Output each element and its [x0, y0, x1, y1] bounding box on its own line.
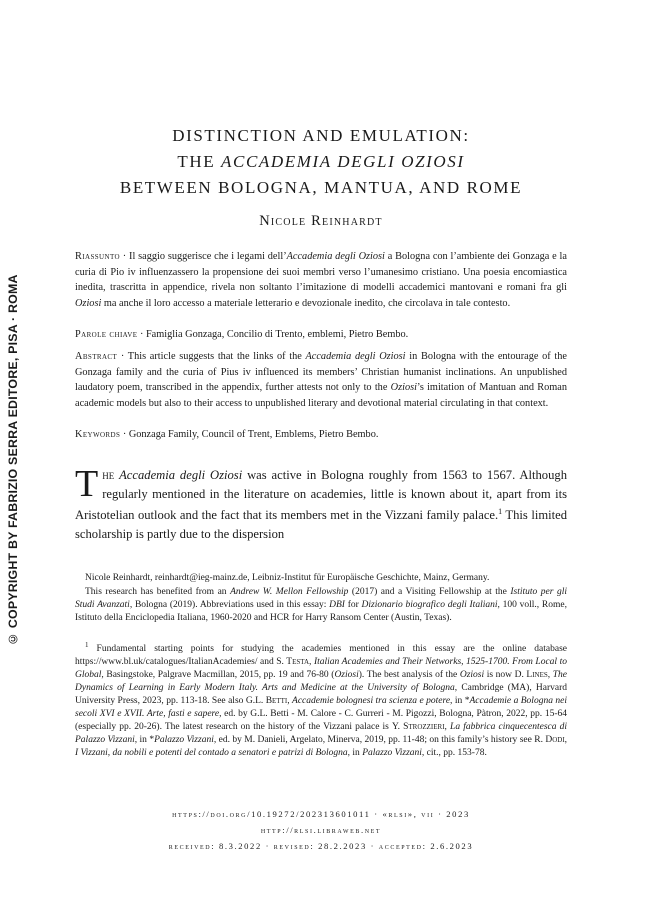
article-title-line-1: DISTINCTION AND EMULATION: [172, 126, 470, 145]
journal-url: http://rlsi.libraweb.net [260, 825, 382, 835]
body-paragraph: The Accademia degli Oziosi was active in Bologna roughly from 1563 to 1567. Although regularly mentioned in the literature on academies, little is known about it, apart from its Aristotelian outlook and the fact that its members met in the Vizzani family palace.$^1$ This limited scholarship is partly due to the dispersion [75, 463, 567, 542]
article-title-line-3: BETWEEN BOLOGNA, MANTUA, AND ROME [119, 178, 523, 197]
footnote-1: $^1$ Fundamental starting points for studying the academies mentioned in this essay are the online database https://www.bl.uk/catalogues/ItalianAcademies/ and S. Testa, Italian Academies and Their Networks, 1525-1700. From Local to Global, Basingstoke, Palgrave Macmillan, 2015, pp. 19 and 76-80 (Oziosi). The best analysis of the Oziosi is now D. Lines, The Dynamics of Learning in Early Modern Italy. Arts and Medicine at the University of Bologna, Cambridge (MA), Harvard University Press, 2023, pp. 113-18. See also G.L. Betti, Accademie bolognesi tra scienza e potere, in *Accademie a Bologna nei secoli XVI e XVII. Arte, fasti e sapere, ed. by G.L. Betti - M. Calore - C. Gurreri - M. Pigozzi, Bologna, Pàtron, 2022, pp. 15-64 (especially pp. 20-26). The latest research on the history of the Vizzani palace is Y. Strozzieri, La fabbrica cinquecentesca di Palazzo Vizzani, in *Palazzo Vizzani, ed. by M. Danieli, Argelato, Minerva, 2019, pp. 11-48; on this family’s history see R. Dodi, I Vizzani, da nobili e potenti del contado a senatori e patrizi di Bologna, in Palazzo Vizzani, cit., pp. 153-78. [75, 641, 568, 759]
footnote-author-line: Nicole Reinhardt, reinhardt@ieg-mainz.de, Leibniz-Institut für Europäische Geschichte, Mainz, Germany. [85, 573, 490, 583]
riassunto-paragraph: Riassunto · Il saggio suggerisce che i legami dell’Accademia degli Oziosi a Bologna con l’ambiente dei Gonzaga e la curia di Pio iv influenzassero la propensione dei suoi membri verso l’umanesimo cristiano. Una poesia encomiastica inedita, trascritta in appendice, rivela non soltanto l’imitazione di modelli accademici mantovani e romani fra gli Oziosi ma anche il loro accesso a materiale letterario e devozionale inedito, che circolava in tale contesto. [75, 251, 567, 309]
copyright-notice: © COPYRIGHT BY FABRIZIO SERRA EDITORE, PISA · ROMA [6, 274, 20, 646]
article-title-line-2: THE ACCADEMIA DEGLI OZIOSI [177, 152, 465, 171]
footnote-research: This research has benefited from an Andrew W. Mellon Fellowship (2017) and a Visiting Fellowship at the Istituto per gli Studi Avanzati, Bologna (2019). Abbreviations used in this essay: DBI for Dizionario biografico degli Italiani, 100 voll., Rome, Istituto della Enciclopedia Italiana, 1960-2020 and HCR for Harry Ransom Center (Austin, Texas). [75, 587, 568, 623]
keywords-line: Keywords · Gonzaga Family, Council of Trent, Emblems, Pietro Bembo. [75, 429, 379, 440]
doi-line: https://doi.org/10.19272/202313601011 · «rlsi», vii · 2023 [172, 809, 470, 819]
submission-dates: received: 8.3.2022 · revised: 28.2.2023 · accepted: 2.6.2023 [168, 841, 474, 851]
footnote-ref-1[interactable]: 1 [498, 507, 503, 517]
parole-chiave-line: Parole chiave · Famiglia Gonzaga, Concilio di Trento, emblemi, Pietro Bembo. [75, 329, 409, 340]
abstract-paragraph: Abstract · This article suggests that the links of the Accademia degli Oziosi in Bologna with the entourage of the Gonzaga family and the curia of Pius iv influenced its members’ Christian humanist inclinations. An unpublished laudatory poem, transcribed in the appendix, further attests not only to the Oziosi’s imitation of Mantuan and Roman academic models but also to their access to unpublished literary and devotional material circulating in that context. [75, 351, 567, 409]
author-name: Nicole Reinhardt [259, 213, 383, 229]
drop-cap: T [75, 463, 99, 505]
